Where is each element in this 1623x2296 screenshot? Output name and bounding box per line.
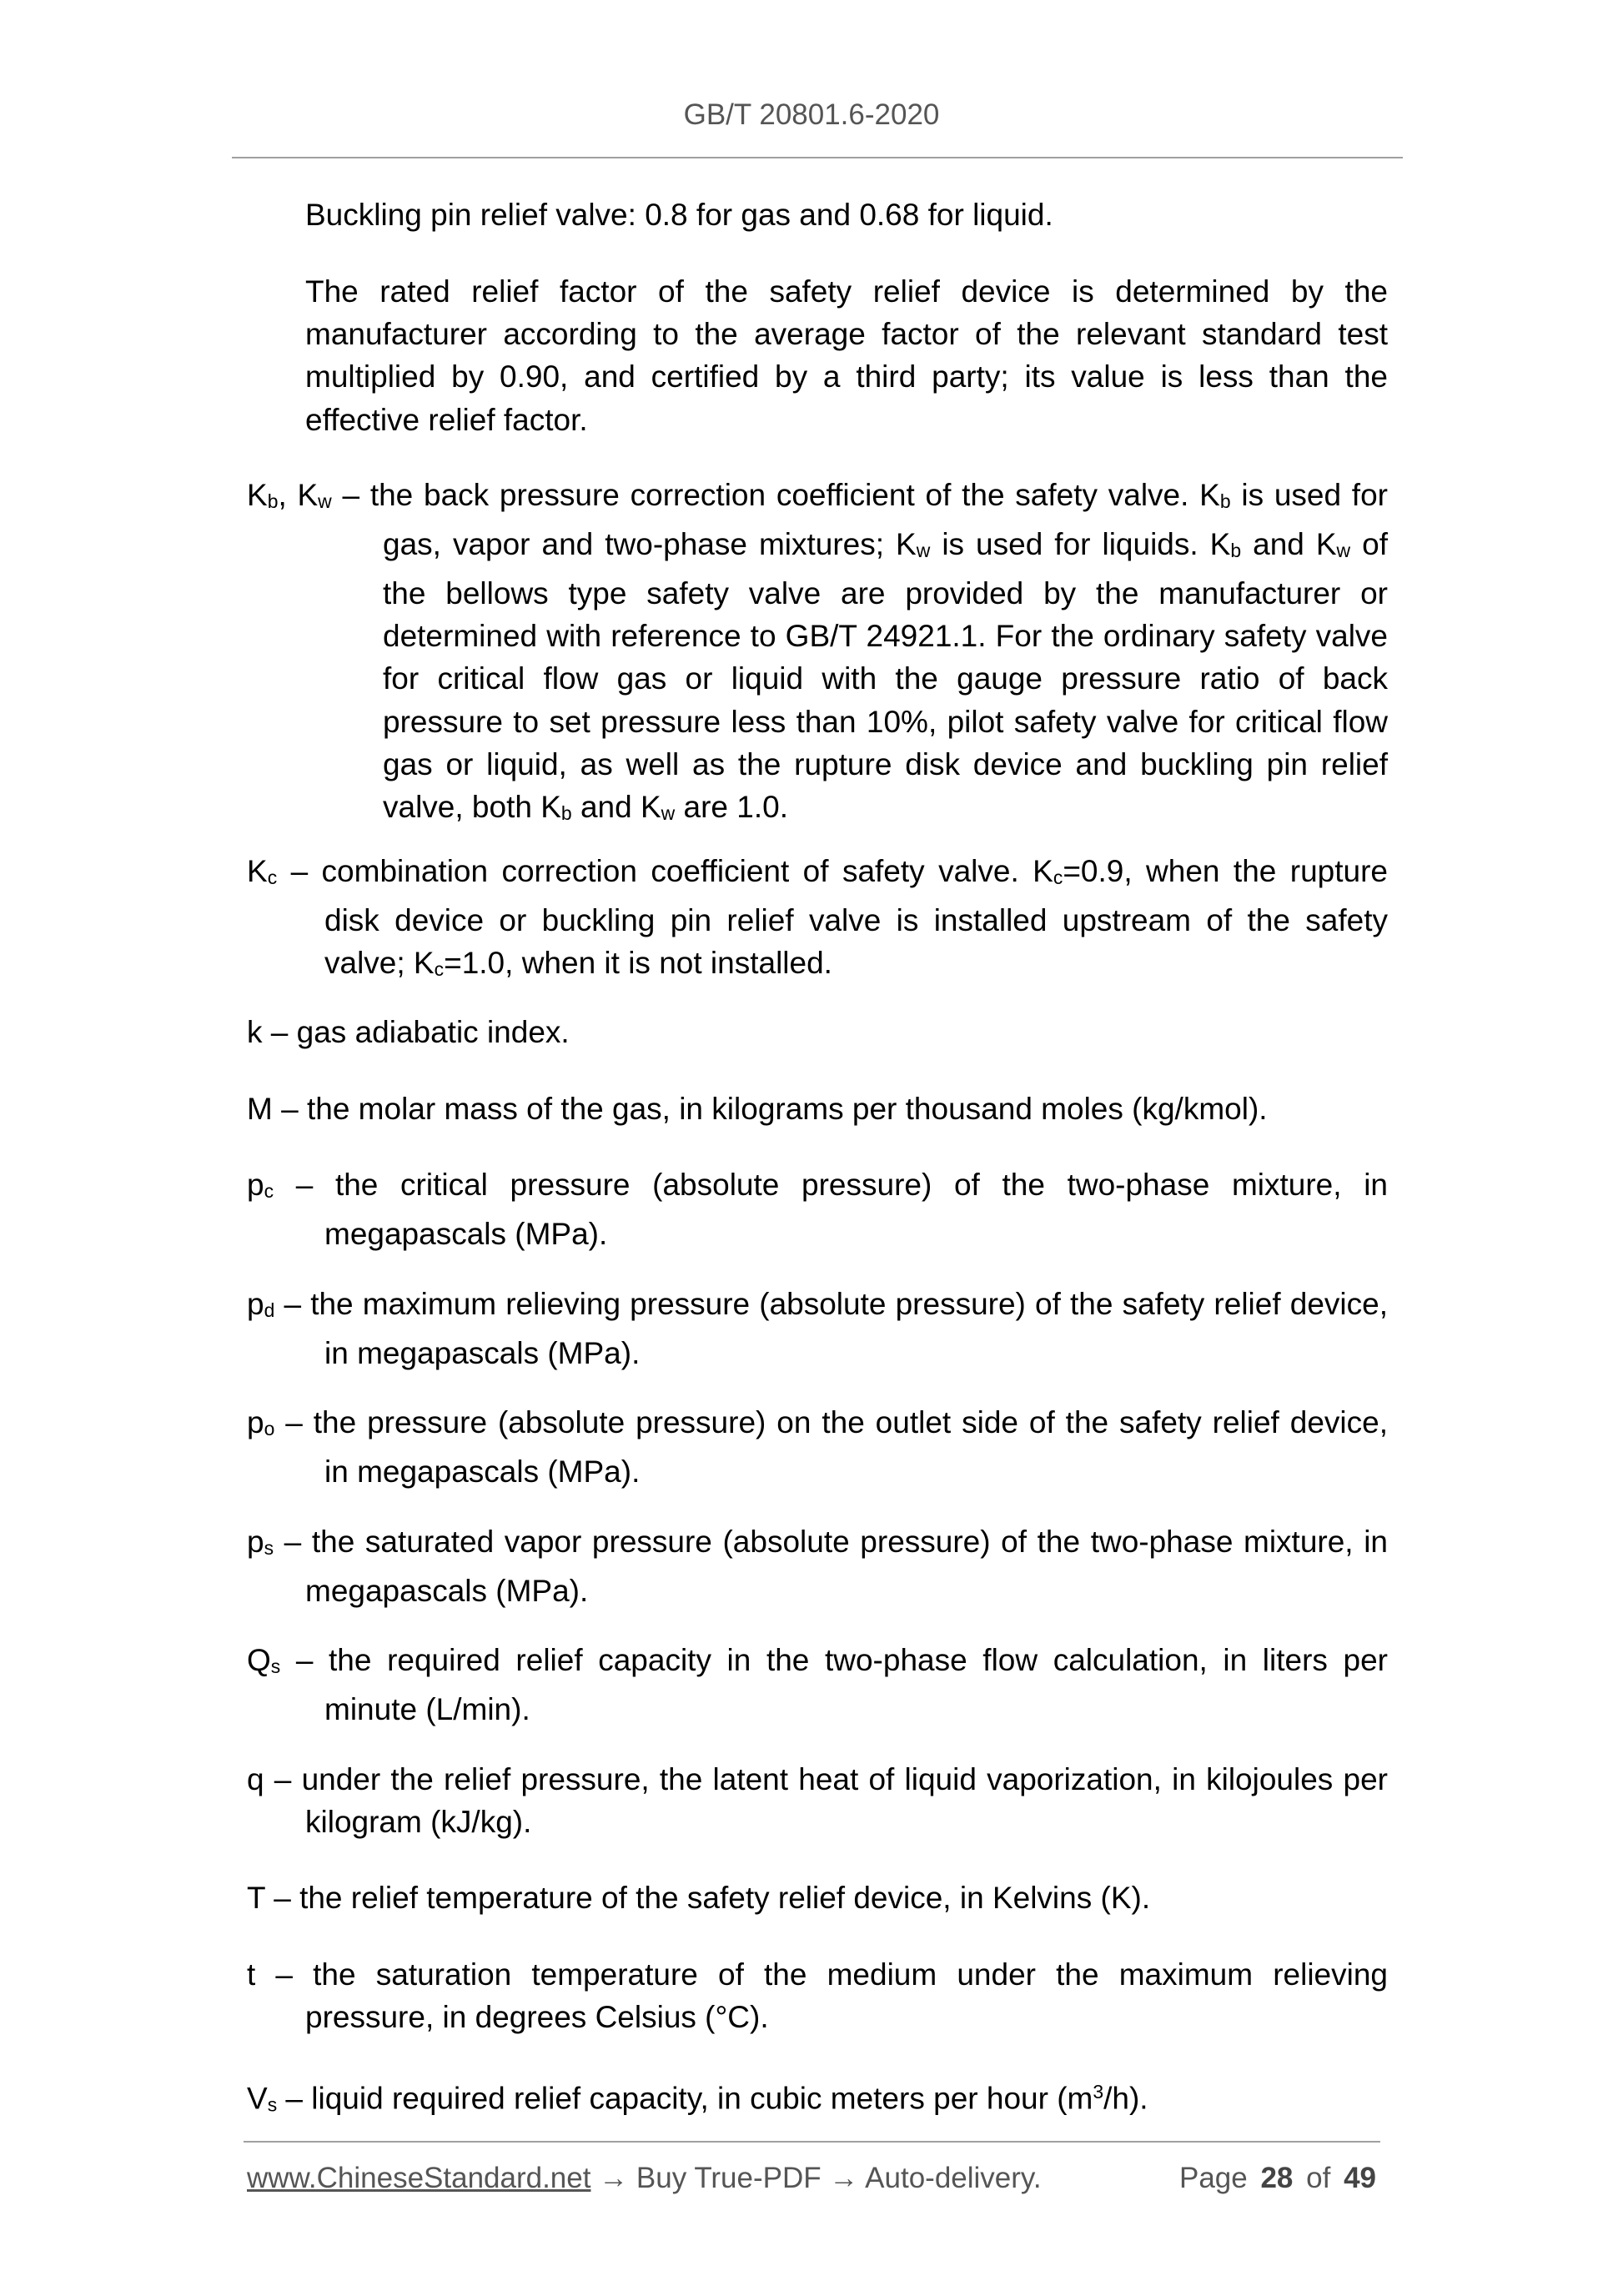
subscript: w [661,801,676,824]
page-number: 28 [1260,2162,1294,2194]
text-run: – the saturated vapor pressure (absolute pressure) of the two-phase mixture, in megapascals (MPa). [274,1525,1388,1608]
text-run: Q [247,1643,271,1677]
page-label: Page [1178,2162,1248,2194]
subscript: w [318,490,332,512]
text-run: – the critical pressure (absolute pressure) of the two-phase mixture, in megapascals (MPa). [274,1168,1388,1251]
text-run: =1.0, when it is not installed. [444,946,832,981]
footer-divider [244,2141,1380,2143]
subscript: w [1336,539,1351,561]
page-total: 49 [1344,2162,1376,2194]
footer-promo-text: → Buy True-PDF → Auto-delivery. [590,2162,1042,2194]
text-run: – liquid required relief capacity, in cubic meters per hour (m [277,2081,1093,2116]
text-run: p [247,1525,264,1559]
subscript: o [264,1417,275,1439]
text-run: K [247,478,268,512]
text-run: p [247,1168,264,1202]
text-run: Buckling pin relief valve: 0.8 for gas and 0.68 for liquid. [305,198,1053,232]
subscript: b [1230,539,1242,561]
text-run: /h). [1103,2081,1148,2116]
subscript: c [1053,866,1063,888]
definition-kb-kw [247,474,1388,835]
subscript: c [267,866,278,888]
text-run: – the maximum relieving pressure (absolute pressure) of the safety relief device, in megapascals (MPa). [274,1287,1388,1370]
definition-pc [247,1163,1388,1255]
text-run: p [247,1405,264,1439]
text-run: – the required relief capacity in the two-phase flow calculation, in liters per minute (L/min). [280,1643,1388,1726]
definition-vs [247,2071,1388,2127]
definition-qs [247,1639,1388,1731]
subscript: s [270,1655,281,1677]
subscript: w [916,539,931,561]
superscript: 3 [1093,2081,1104,2103]
text-run: is used for liquids. K [930,526,1231,561]
text-run: q – under the relief pressure, the latent heat of liquid vaporization, in kilojoules per kilogram (kJ/kg). [247,1762,1388,1840]
subscript: d [264,1299,275,1321]
chinese-standard-link[interactable]: www.ChineseStandard.net [247,2162,591,2194]
footer-promo [247,2162,1042,2195]
definition-kc [247,850,1388,991]
text-run: – combination correction coefficient of safety valve. K [277,854,1053,888]
text-run: V [247,2081,268,2116]
document-header-title: GB/T 20801.6-2020 [683,98,940,131]
text-run: T – the relief temperature of the safety relief device, in Kelvins (K). [247,1881,1151,1915]
definition-po [247,1401,1388,1493]
subscript: s [267,2093,278,2116]
text-run: – the back pressure correction coefficient of the safety valve. K [331,478,1220,512]
text-run: p [247,1287,264,1321]
header-divider [232,157,1403,158]
page-indicator [1179,2162,1376,2195]
definition-ps [247,1520,1388,1612]
definition-rated [305,270,1388,441]
text-run: are 1.0. [675,789,788,824]
text-run: M – the molar mass of the gas, in kilograms per thousand moles (kg/kmol). [247,1092,1268,1126]
text-run: is used for gas, vapor and two-phase mixtures; K [383,478,1388,561]
subscript: b [1219,490,1231,512]
definition-t [247,1953,1388,2038]
text-run: – the pressure (absolute pressure) on the outlet side of the safety relief device, in megapascals (MPa). [274,1405,1388,1489]
definition-T [247,1876,1388,1919]
text-run: K [247,854,268,888]
subscript: c [264,1179,274,1202]
definition-m [247,1088,1388,1130]
subscript: c [434,957,445,980]
text-run: The rated relief factor of the safety relief device is determined by the manufacturer according to the average factor of the relevant standard test multiplied by 0.90, and certified by a third party; its value is less than the effective relief factor. [305,274,1388,437]
subscript: s [264,1536,274,1559]
definition-q [247,1758,1388,1843]
definition-buckling [305,193,1388,236]
text-run: t – the saturation temperature of the medium under the maximum relieving pressure, in degrees Celsius (°C). [247,1957,1388,2035]
definition-k [247,1011,1388,1053]
text-run: , K [278,478,319,512]
text-run: and K [571,789,661,824]
text-run: =0.9, when the rupture disk device or buckling pin relief valve is installed upstream of the safety valve; K [324,854,1388,981]
text-run: k – gas adiabatic index. [247,1015,570,1049]
text-run: and K [1241,526,1337,561]
subscript: b [560,801,572,824]
definition-pd [247,1283,1388,1374]
subscript: b [267,490,279,512]
text-run: of the bellows type safety valve are provided by the manufacturer or determined with reference to GB/T 24921.1. For the ordinary safety valve for critical flow gas or liquid with the gauge pressure ratio of back pressure to set pressure less than 10%, pilot safety valve for critical flow gas or liquid, as well as the rupture disk device and buckling pin relief valve, both K [383,526,1388,824]
of-label: of [1306,2162,1331,2194]
